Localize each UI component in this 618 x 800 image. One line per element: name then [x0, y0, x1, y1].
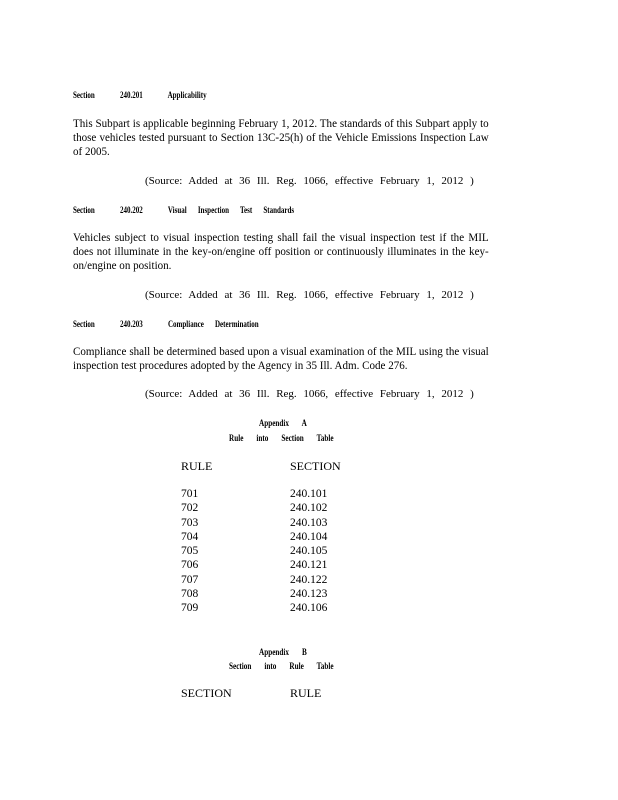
section-heading — [73, 205, 308, 215]
rule-cell: 706 — [181, 559, 199, 572]
table-row — [181, 544, 410, 558]
table-row — [181, 601, 410, 615]
section-label: Section — [73, 319, 95, 329]
column-header-rule: RULE — [181, 459, 213, 473]
section-heading — [73, 319, 273, 329]
section-cell: 240.105 — [290, 545, 328, 558]
rule-cell: 708 — [181, 588, 199, 601]
column-header-section: SECTION — [181, 686, 232, 700]
source-note: (Source: Added at 36 Ill. Reg. 1066, effective February 1, 2012 ) — [145, 289, 474, 301]
section-title: Compliance Determination — [167, 319, 259, 329]
section-cell: 240.101 — [290, 488, 328, 500]
section-number: 240.201 — [119, 90, 143, 100]
rule-cell: 705 — [181, 545, 199, 558]
section-number: 240.203 — [119, 319, 143, 329]
section-title: Visual Inspection Test Standards — [167, 205, 295, 215]
section-body: Vehicles subject to visual inspection testing shall fail the visual inspection test if the MIL does not illuminate in the key-on/engine off position or continuously illuminates in the key-on/engine on position. — [73, 232, 489, 273]
section-body: This Subpart is applicable beginning February 1, 2012. The standards of this Subpart apply to those vehicles tested pursuant to Section 13C-25(h) of the Vehicle Emissions Inspection Law of 2005. — [73, 118, 489, 159]
rule-section-table — [181, 487, 410, 616]
rule-cell: 709 — [181, 602, 199, 615]
section-cell: 240.121 — [290, 559, 328, 572]
source-note: (Source: Added at 36 Ill. Reg. 1066, effective February 1, 2012 ) — [145, 388, 474, 400]
column-header-section: SECTION — [290, 459, 341, 473]
section-number: 240.202 — [119, 205, 143, 215]
rule-cell: 702 — [181, 502, 199, 515]
table-row — [181, 558, 410, 572]
rule-cell: 707 — [181, 573, 199, 586]
section-title: Applicability — [167, 90, 207, 100]
section-cell: 240.123 — [290, 588, 328, 601]
table-row — [181, 573, 410, 587]
rule-cell: 703 — [181, 516, 199, 529]
table-row — [181, 587, 410, 601]
section-cell: 240.102 — [290, 502, 328, 515]
section-cell: 240.122 — [290, 573, 328, 586]
section-label: Section — [73, 90, 95, 100]
table-row — [181, 487, 410, 501]
section-body: Compliance shall be determined based upon a visual examination of the MIL using the visual inspection test procedures adopted by the Agency in 35 Ill. Adm. Code 276. — [73, 346, 489, 373]
section-cell: 240.106 — [290, 602, 328, 615]
table-row — [181, 501, 410, 515]
table-row — [181, 530, 410, 544]
section-cell: 240.104 — [290, 530, 328, 543]
rule-cell: 701 — [181, 488, 199, 500]
appendix-b-subtitle: Section into Rule Table — [229, 661, 334, 671]
section-cell: 240.103 — [290, 516, 328, 529]
table-row — [181, 516, 410, 530]
appendix-b-title: Appendix B — [259, 647, 307, 657]
column-header-rule: RULE — [290, 686, 322, 700]
section-heading — [73, 90, 221, 100]
section-label: Section — [73, 205, 95, 215]
rule-cell: 704 — [181, 530, 199, 543]
source-note: (Source: Added at 36 Ill. Reg. 1066, effective February 1, 2012 ) — [145, 175, 474, 187]
appendix-a-title: Appendix A — [259, 418, 307, 428]
appendix-a-subtitle: Rule into Section Table — [229, 433, 334, 443]
